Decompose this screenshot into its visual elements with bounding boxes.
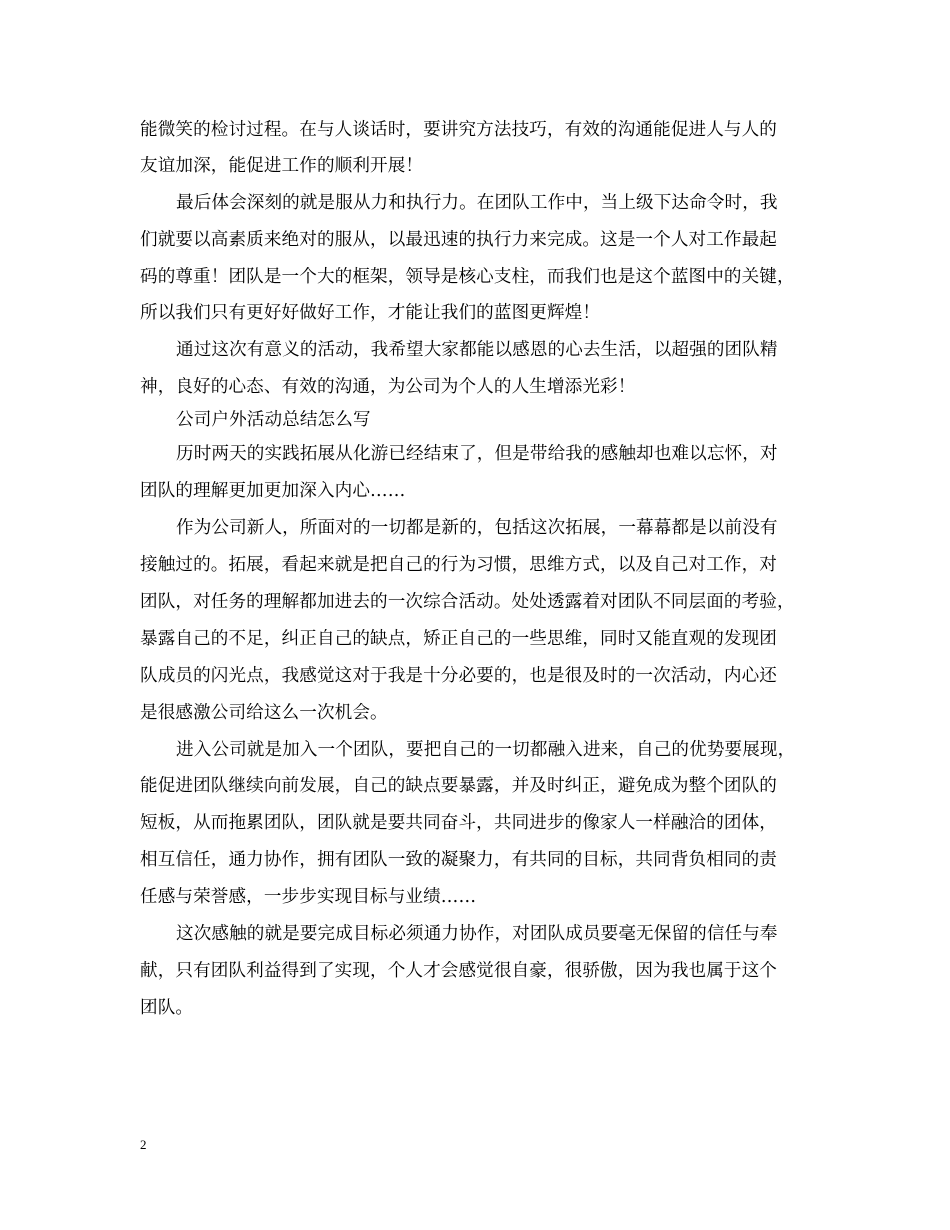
text-line: 神，良好的心态、有效的沟通，为公司为个人的人生增添光彩！ xyxy=(140,377,636,397)
text-line: 历时两天的实践拓展从化游已经结束了，但是带给我的感触却也难以忘怀，对 xyxy=(176,444,778,464)
text-line: 通过这次有意义的活动，我希望大家都能以感恩的心去生活，以超强的团队精 xyxy=(176,340,778,360)
text-line: 能促进团队继续向前发展，自己的缺点要暴露，并及时纠正，避免成为整个团队的 xyxy=(140,776,777,796)
text-line: 相互信任，通力协作，拥有团队一致的凝聚力，有共同的目标，共同背负相同的责 xyxy=(140,850,777,870)
text-line: 码的尊重！团队是一个大的框架，领导是核心支柱，而我们也是这个蓝图中的关键， xyxy=(140,267,795,287)
text-line: 接触过的。拓展，看起来就是把自己的行为习惯，思维方式，以及自己对工作，对 xyxy=(140,555,777,575)
text-line: 暴露自己的不足，纠正自己的缺点，矫正自己的一些思维，同时又能直观的发现团 xyxy=(140,629,777,649)
text-line: 短板，从而拖累团队，团队就是要共同奋斗，共同进步的像家人一样融洽的团体， xyxy=(140,813,777,833)
text-line: 友谊加深，能促进工作的顺利开展！ xyxy=(140,156,424,176)
text-line: 这次感触的就是要完成目标必须通力协作，对团队成员要毫无保留的信任与奉 xyxy=(176,924,778,944)
text-line: 团队的理解更加更加深入内心…… xyxy=(140,481,406,501)
section-heading: 公司户外活动总结怎么写 xyxy=(176,410,371,430)
text-line: 队成员的闪光点，我感觉这对于我是十分必要的，也是很及时的一次活动，内心还 xyxy=(140,666,777,686)
page-number: 2 xyxy=(140,1137,147,1152)
text-line: 是很感激公司给这么一次机会。 xyxy=(140,703,388,723)
text-line: 们就要以高素质来绝对的服从，以最迅速的执行力来完成。这是一个人对工作最起 xyxy=(140,230,777,250)
text-line: 进入公司就是加入一个团队，要把自己的一切都融入进来，自己的优势要展现， xyxy=(176,740,796,760)
text-line: 献，只有团队利益得到了实现，个人才会感觉很自豪，很骄傲，因为我也属于这个 xyxy=(140,961,777,981)
text-line: 作为公司新人，所面对的一切都是新的，包括这次拓展，一幕幕都是以前没有 xyxy=(176,518,778,538)
text-line: 团队。 xyxy=(140,998,194,1018)
text-line: 能微笑的检讨过程。在与人谈话时，要讲究方法技巧，有效的沟通能促进人与人的 xyxy=(140,120,777,140)
text-line: 所以我们只有更好好做好工作，才能让我们的蓝图更辉煌！ xyxy=(140,303,601,323)
text-line: 任感与荣誉感，一步步实现目标与业绩…… xyxy=(140,887,477,907)
text-line: 团队，对任务的理解都加进去的一次综合活动。处处透露着对团队不同层面的考验， xyxy=(140,592,795,612)
text-line: 最后体会深刻的就是服从力和执行力。在团队工作中，当上级下达命令时，我 xyxy=(176,193,778,213)
